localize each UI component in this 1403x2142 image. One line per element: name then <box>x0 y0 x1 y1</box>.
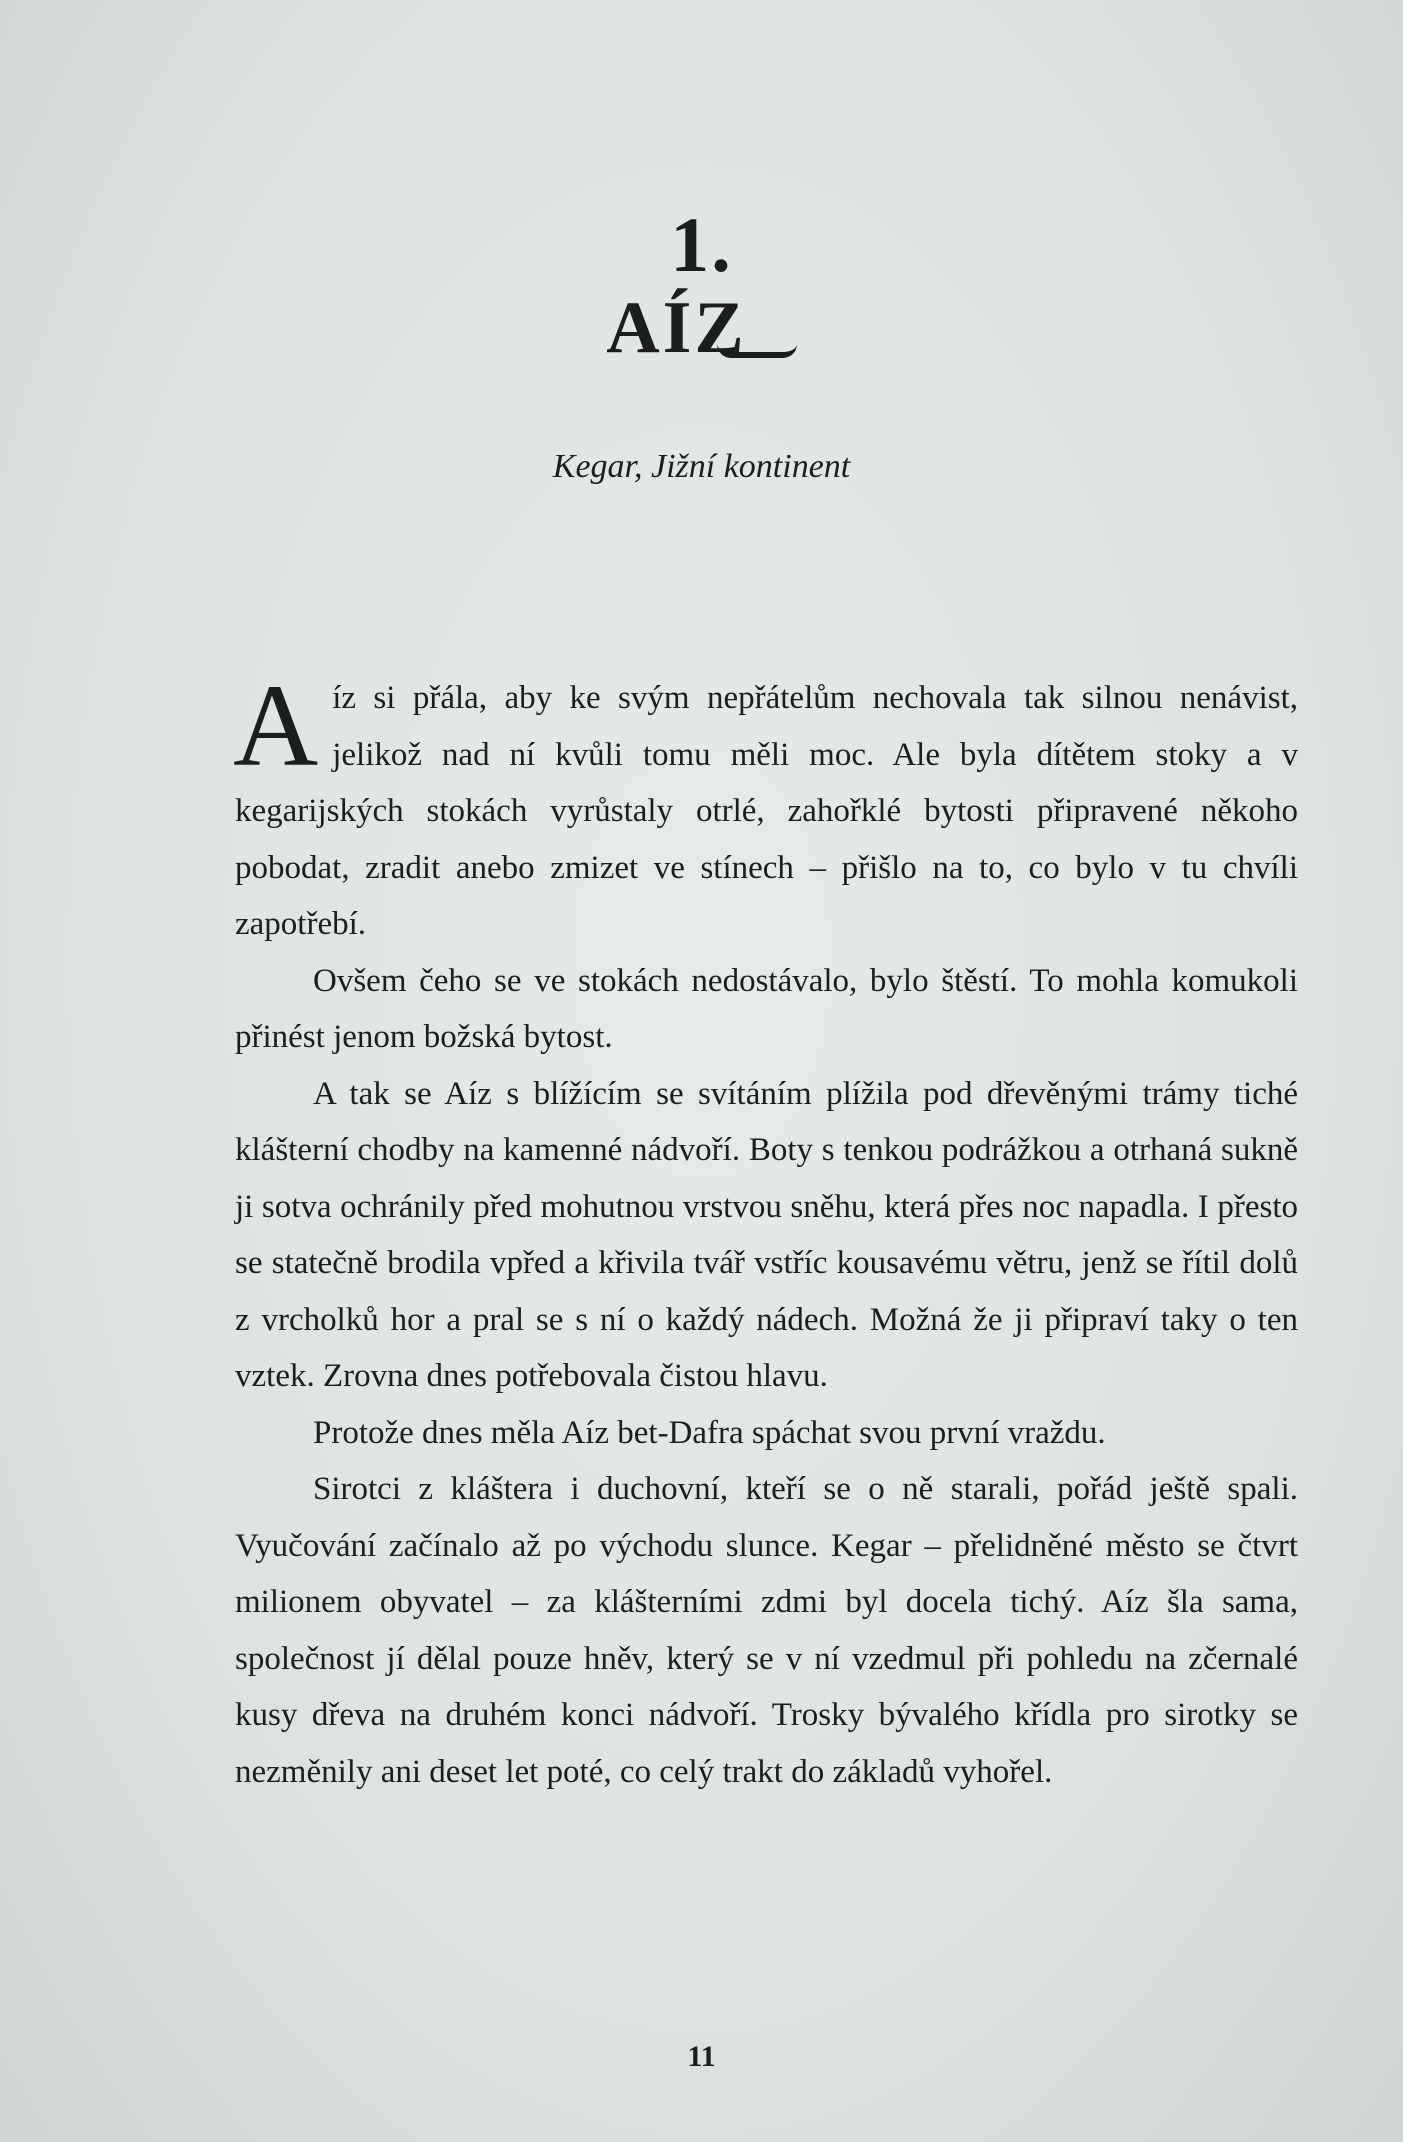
paragraph-1 <box>233 660 1298 953</box>
body-text <box>233 660 1298 1800</box>
paragraph-2: Ovšem čeho se ve stokách nedostávalo, bylo štěstí. To mohla komukoli přinést jenom božská bytost. <box>235 962 1298 1055</box>
chapter-title-text: AÍZ <box>606 287 747 369</box>
paragraph-4: Protože dnes měla Aíz bet-Dafra spáchat svou první vraždu. <box>313 1414 1106 1451</box>
drop-cap: A <box>233 660 319 791</box>
chapter-location: Kegar, Jižní kontinent <box>552 448 851 485</box>
title-swash-ornament <box>717 344 797 358</box>
paragraph-3: A tak se Aíz s blížícím se svítáním plížila pod dřevěnými trámy tiché klášterní chodby na kamenné nádvoří. Boty s tenkou podrážkou a otrhaná sukně ji sotva ochránily před mohutnou vrstvou sněhu, která přes noc napadla. I přesto se statečně brodila vpřed a křivila tvář vstříc kousavému větru, jenž se řítil dolů z vrcholků hor a pral se s ní o každý nádech. Možná že ji připraví taky o ten vztek. Zrovna dnes potřebovala čistou hlavu. <box>235 1075 1298 1394</box>
chapter-number: 1. <box>670 201 733 288</box>
chapter-title <box>0 286 1403 371</box>
page-number: 11 <box>687 2040 716 2073</box>
paragraph-1-text: íz si přála, aby ke svým nepřátelům nechovala tak silnou nenávist, jelikož nad ní kvůli tomu měli moc. Ale byla dítětem stoky a v kegarijských stokách vyrůstaly otrlé, zahořklé bytosti připravené někoho pobodat, zradit anebo zmizet ve stínech – přišlo na to, co bylo v tu chvíli zapotřebí. <box>235 680 1298 942</box>
paragraph-5: Sirotci z kláštera i duchovní, kteří se o ně starali, pořád ještě spali. Vyučování začínalo až po východu slunce. Kegar – přelidněné město se čtvrt milionem obyvatel – za klášterními zdmi byl docela tichý. Aíz šla sama, společnost jí dělal pouze hněv, který se v ní vzedmul při pohledu na zčernalé kusy dřeva na druhém konci nádvoří. Trosky bývalého křídla pro sirotky se nezměnily ani deset let poté, co celý trakt do základů vyhořel. <box>235 1471 1298 1790</box>
